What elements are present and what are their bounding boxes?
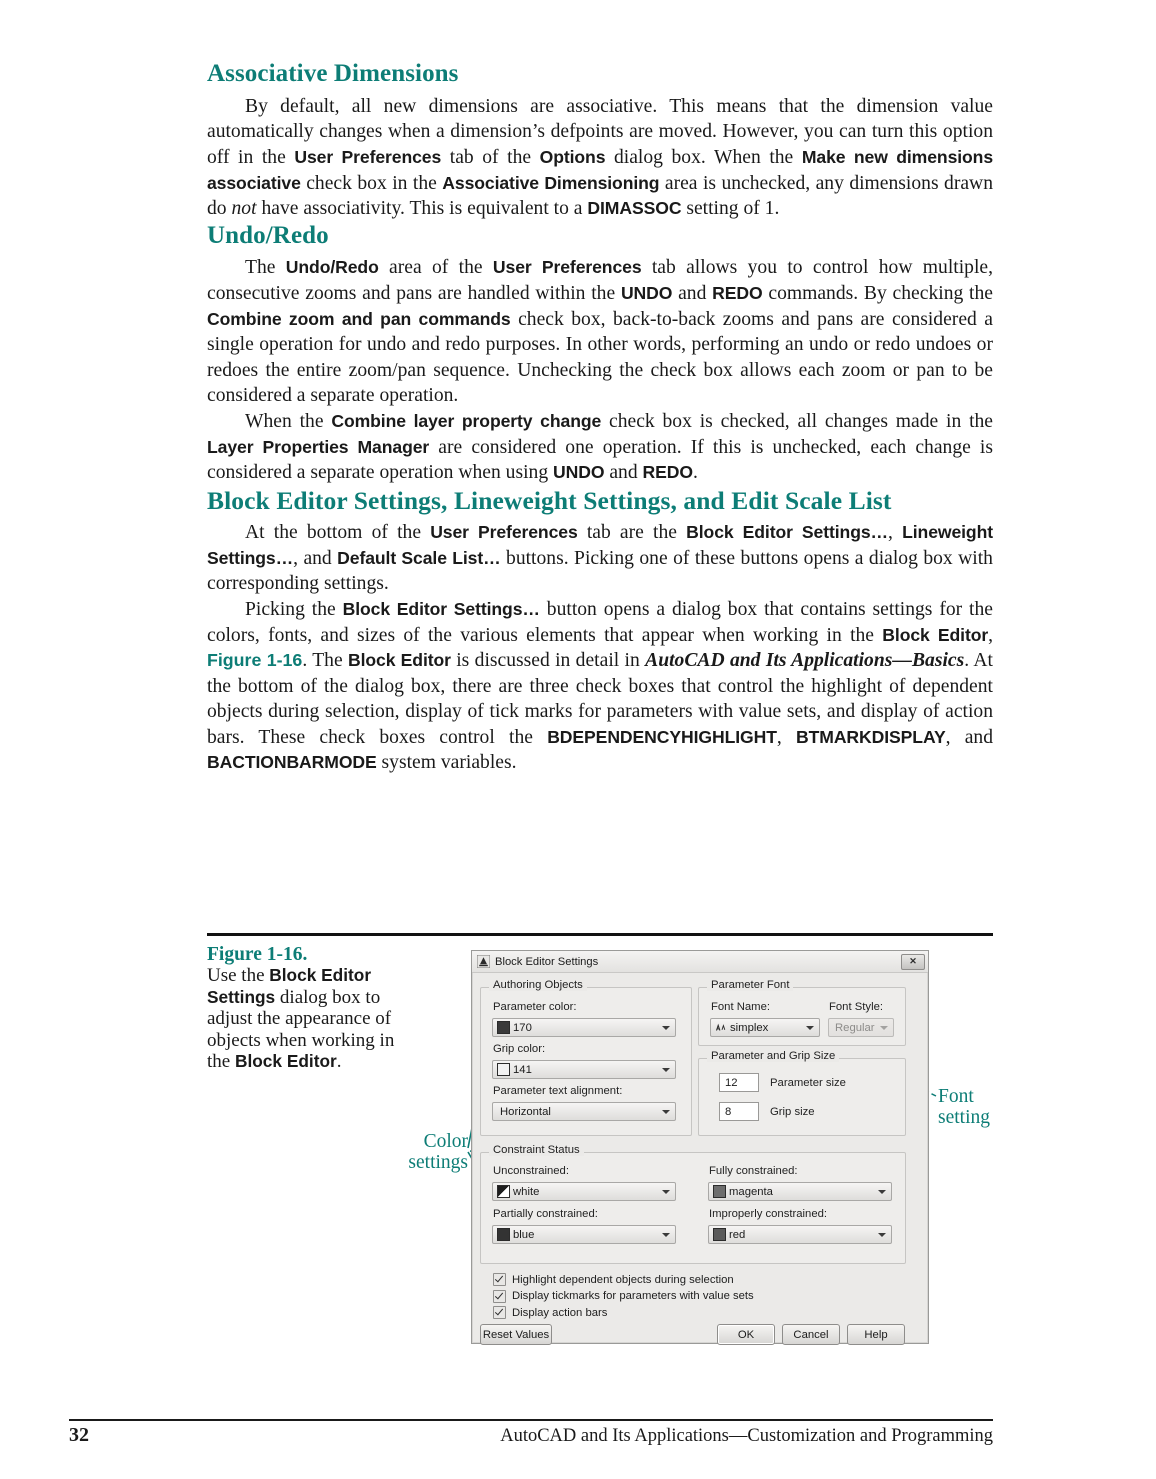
paragraph-associative-1: By default, all new dimensions are associative. This means that the dimension value automatically changes when a dimension’s defpoints are moved. However, you can turn this option off in the User Preferences tab of the Options dialog box. When the Make new dimensions associative check box in the Associative Dimensioning area is unchecked, any dimensions drawn do not have associativity. This is equivalent to a DIMASSOC setting of 1. [207,95,994,220]
group-authoring-objects [480,979,692,1136]
value-font-name: simplex [730,1021,769,1034]
font-icon [715,1022,727,1033]
swatch-unconstrained [497,1185,510,1198]
checkbox-row-display-action-bars[interactable] [493,1306,754,1319]
checkbox-row-display-tickmarks[interactable] [493,1290,754,1303]
running-footer: AutoCAD and Its Applications—Customization and Programming [500,1426,993,1446]
group-title-authoring-objects: Authoring Objects [489,979,587,991]
close-icon[interactable]: ✕ [901,954,925,970]
checkbox-highlight-dependent[interactable] [493,1273,506,1286]
combo-unconstrained[interactable] [492,1182,676,1201]
value-grip-color: 141 [513,1063,532,1076]
paragraph-blockeditor-1: At the bottom of the User Preferences tab are the Block Editor Settings…, Lineweight Settings…, and Default Scale List… buttons. Picking one of these buttons opens a dialog box with corresponding settings. [207,522,993,595]
group-title-constraint-status: Constraint Status [489,1144,584,1156]
swatch-parameter-color [497,1021,510,1034]
combo-parameter-text-alignment[interactable] [492,1102,676,1121]
label-grip-color: Grip color: [493,1043,546,1055]
chevron-down-icon[interactable] [662,1068,670,1072]
label-font-name: Font Name: [711,1001,771,1013]
dialog-title-bar[interactable] [472,951,928,973]
value-parameter-text-alignment: Horizontal [500,1105,551,1118]
callout-font-setting [938,1086,1000,1128]
checkbox-row-highlight-dependent[interactable] [493,1273,754,1286]
chevron-down-icon[interactable] [662,1190,670,1194]
label-fully-constrained: Fully constrained: [709,1165,798,1177]
figure-number: Figure 1-16. [207,944,308,965]
label-parameter-size: Parameter size [770,1077,846,1089]
swatch-improperly-constrained [713,1228,726,1241]
input-parameter-size[interactable] [719,1073,759,1092]
reset-values-button[interactable]: Reset Values [480,1324,552,1345]
combo-font-name[interactable] [710,1018,820,1037]
section-heading-block-editor-settings: Block Editor Settings, Lineweight Settings, and Edit Scale List [207,485,892,515]
paragraph-undoredo-1: The Undo/Redo area of the User Preferences tab allows you to control how multiple, consecutive zooms and pans are handled within the UNDO and REDO commands. By checking the Combine zoom and pan commands check box, back-to-back zooms and pans are considered a single operation for undo and redo purposes. In other words, performing an undo or redo undoes or redoes the entire zoom/pan sequence. Unchecking the check box allows each zoom or pan to be considered a separate operation. [207,257,993,407]
chevron-down-icon [880,1026,888,1030]
group-parameter-font [698,979,906,1046]
swatch-grip-color [497,1063,510,1076]
value-fully-constrained: magenta [729,1185,773,1198]
combo-font-style [828,1018,894,1037]
combo-improperly-constrained[interactable] [708,1225,892,1244]
chevron-down-icon[interactable] [878,1233,886,1237]
group-constraint-status [480,1144,906,1264]
label-grip-size: Grip size [770,1106,815,1118]
combo-fully-constrained[interactable] [708,1182,892,1201]
chevron-down-icon[interactable] [878,1190,886,1194]
text-column [207,60,993,776]
callout-color-settings [400,1131,468,1173]
help-button[interactable]: Help [847,1324,905,1345]
figure-caption: Figure 1-16. Use the Block Editor Settings dialog box to adjust the appearance of objects when working in the Block Editor. [207,944,395,1073]
group-title-parameter-and-grip-size: Parameter and Grip Size [707,1050,839,1062]
label-partially-constrained: Partially constrained: [493,1208,598,1220]
value-partially-constrained: blue [513,1228,535,1241]
label-parameter-text-alignment: Parameter text alignment: [493,1085,623,1097]
figure-divider-rule [207,933,993,936]
dialog-title-text: Block Editor Settings [495,955,599,968]
figure-cross-reference[interactable]: Figure 1-16 [207,650,303,671]
callout-font-line2: setting [938,1107,990,1128]
section-heading-associative-dimensions: Associative Dimensions [207,60,459,87]
group-title-parameter-font: Parameter Font [707,979,793,991]
label-font-style: Font Style: [829,1001,883,1013]
label-improperly-constrained: Improperly constrained: [709,1208,828,1220]
chevron-down-icon[interactable] [662,1233,670,1237]
callout-color-line2: settings [408,1152,468,1173]
value-parameter-size: 12 [725,1076,738,1089]
chevron-down-icon[interactable] [662,1110,670,1114]
cancel-button[interactable]: Cancel [782,1324,840,1345]
dialog-body [472,973,928,1345]
value-parameter-color: 170 [513,1021,532,1034]
checkbox-label-display-tickmarks: Display tickmarks for parameters with value sets [512,1290,754,1302]
footer-rule [69,1419,993,1421]
checkbox-label-highlight-dependent: Highlight dependent objects during selection [512,1273,734,1286]
checkbox-display-tickmarks[interactable] [493,1290,506,1303]
paragraph-undoredo-2: When the Combine layer property change check box is checked, all changes made in the Layer Properties Manager are considered one operation. If this is unchecked, each change is considered a separate operation when using UNDO and REDO. [207,411,994,484]
autocad-a-icon [477,955,490,968]
block-editor-settings-dialog [471,950,929,1344]
combo-partially-constrained[interactable] [492,1225,676,1244]
group-parameter-and-grip-size [698,1050,906,1136]
swatch-fully-constrained [713,1185,726,1198]
value-improperly-constrained: red [729,1228,746,1241]
checkbox-label-display-action-bars: Display action bars [512,1306,608,1319]
callout-color-line1: Color [423,1131,468,1152]
chevron-down-icon[interactable] [662,1026,670,1030]
callout-font-line1: Font [938,1086,974,1107]
combo-parameter-color[interactable] [492,1018,676,1037]
swatch-partially-constrained [497,1228,510,1241]
value-grip-size: 8 [725,1105,732,1118]
chevron-down-icon[interactable] [806,1026,814,1030]
value-font-style: Regular [835,1021,875,1034]
checkbox-display-action-bars[interactable] [493,1306,506,1319]
section-heading-undo-redo: Undo/Redo [207,221,329,249]
label-unconstrained: Unconstrained: [493,1165,569,1177]
combo-grip-color[interactable] [492,1060,676,1079]
ok-button[interactable]: OK [717,1324,775,1345]
page-number: 32 [69,1424,89,1446]
checkbox-list [493,1273,754,1323]
paragraph-blockeditor-2: Picking the Block Editor Settings… button opens a dialog box that contains settings for the colors, fonts, and sizes of the various elements that appear when working in the Block Editor, Figure 1-16. The Block Editor is discussed in detail in AutoCAD and Its Applications—Basics. At the bottom of the dialog box, there are three check boxes that control the highlight of dependent objects during selection, display of tick marks for parameters with value sets, and display of action bars. These check boxes control the BDEPENDENCYHIGHLIGHT, BTMARKDISPLAY, and BACTIONBARMODE system variables. [207,598,994,774]
label-parameter-color: Parameter color: [493,1001,577,1013]
input-grip-size[interactable] [719,1102,759,1121]
value-unconstrained: white [513,1185,540,1198]
